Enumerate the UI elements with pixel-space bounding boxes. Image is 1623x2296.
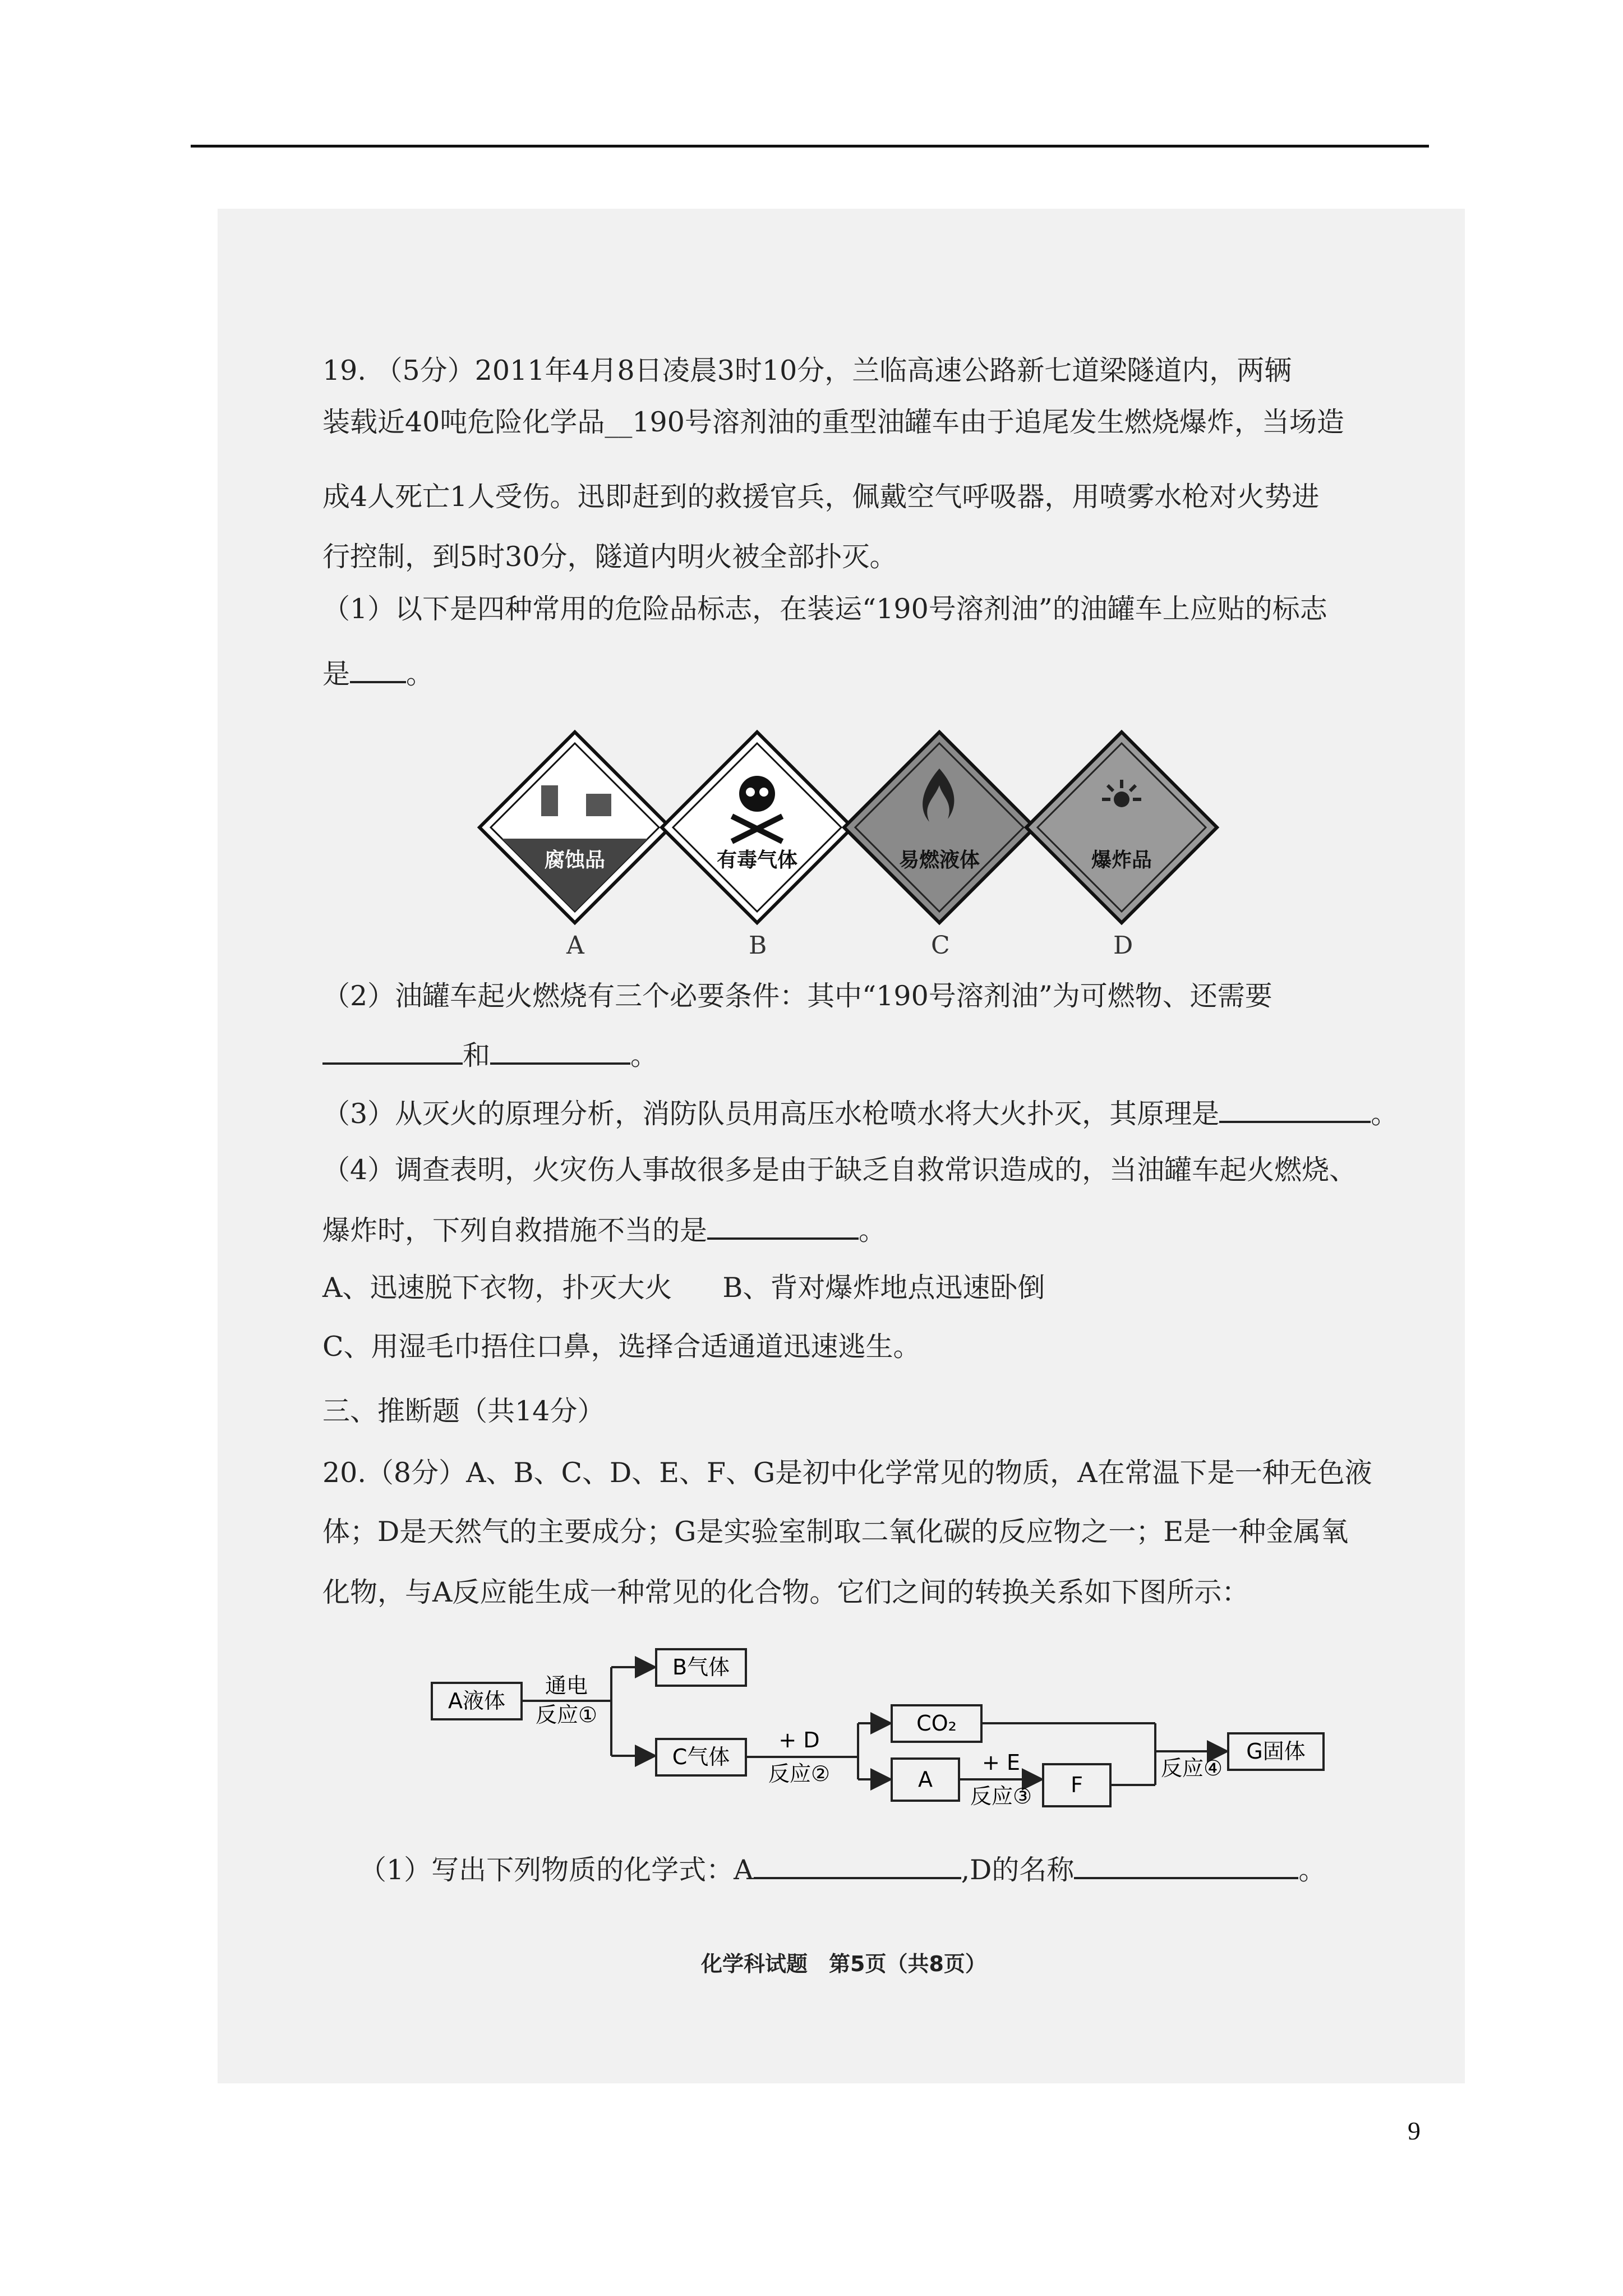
q19-sub4-end: 。 [859,1214,887,1246]
answer-blank-19-2b [490,1037,630,1065]
q19-sub1-line1: （1）以下是四种常用的危险品标志，在装运“190号溶剂油”的油罐车上应贴的标志 [322,593,1327,625]
q19-line4: 行控制，到5时30分，隧道内明火被全部扑灭。 [322,541,897,573]
answer-blank-19-3 [1219,1095,1371,1123]
answer-blank-19-4 [707,1212,859,1240]
q19-sub1-prefix: 是 [322,658,351,690]
q19-sub3-end: 。 [1371,1098,1399,1130]
sign-b-letter: B [749,931,767,960]
sign-b-label: 有毒气体 [716,849,798,872]
q19-sub3-text: （3）从灭火的原理分析，消防队员用高压水枪喷水将大火扑灭，其原理是 [322,1098,1220,1130]
q20-sub1-text: （1）写出下列物质的化学式：A [359,1854,754,1886]
option-a: A、迅速脱下衣物，扑灭大火 [322,1272,672,1304]
header-rule [191,145,1429,148]
label-reaction-2: 反应② [768,1761,831,1786]
sign-a-label: 腐蚀品 [544,849,606,872]
q20-line1: 20.（8分）A、B、C、D、E、F、G是初中化学常见的物质，A在常温下是一种无色液 [322,1457,1372,1489]
sign-c-flammable-liquid [844,732,1035,923]
sign-d-letter: D [1113,931,1133,960]
label-plus-e: + E [982,1750,1020,1775]
q19-line2: 装载近40吨危险化学品__190号溶剂油的重型油罐车由于追尾发生燃烧爆炸，当场造 [322,406,1344,438]
q20-sub1-d: ,D的名称 [961,1854,1075,1886]
q20-sub1 [359,1851,1326,1888]
corrosion-hand-icon [586,794,611,816]
label-plus-d: + D [778,1728,820,1752]
label-reaction-3: 反应③ [970,1784,1032,1809]
q19-sub4-line2 [322,1212,886,1248]
sign-d-label: 爆炸品 [1091,849,1152,872]
q20-sub1-end: 。 [1298,1854,1326,1886]
hazard-signs-svg [474,729,1220,965]
label-g-solid: G固体 [1246,1739,1306,1764]
sign-b-toxic-gas [662,732,852,923]
sign-c-label: 易燃液体 [898,849,980,872]
q19-sub2-and: 和 [463,1039,491,1071]
label-c-gas: C气体 [672,1745,730,1769]
sign-a-letter: A [566,931,584,960]
label-f: F [1071,1773,1083,1797]
sign-d-explosive [1026,732,1217,923]
section-3-title: 三、推断题（共14分） [322,1395,605,1427]
hazard-signs [474,729,1220,965]
q19-line1: 19. （5分）2011年4月8日凌晨3时10分，兰临高速公路新七道梁隧道内，两辆 [322,355,1292,386]
answer-blank-20-d [1074,1851,1298,1879]
option-c: C、用湿毛巾捂住口鼻，选择合适通道迅速逃生。 [322,1331,921,1363]
q19-line3: 成4人死亡1人受伤。迅即赶到的救援官兵，佩戴空气呼吸器，用喷雾水枪对火势进 [322,481,1320,513]
answer-blank-20-a [754,1851,961,1879]
q19-sub3 [322,1095,1398,1131]
q19-sub4-text: 爆炸时，下列自救措施不当的是 [322,1214,708,1246]
answer-blank-19-1 [350,655,406,683]
label-reaction-1: 反应① [535,1703,598,1727]
q19-sub4-line1: （4）调查表明，火灾伤人事故很多是由于缺乏自救常识造成的，当油罐车起火燃烧、 [322,1154,1357,1186]
label-electrolysis: 通电 [545,1673,588,1698]
page-number: 9 [1408,2116,1421,2145]
q19-sub1-end: 。 [406,658,434,690]
q19-sub1-line2 [322,655,434,692]
q20-line3: 化物，与A反应能生成一种常见的化合物。它们之间的转换关系如下图所示： [322,1576,1249,1608]
label-reaction-4: 反应④ [1160,1756,1223,1780]
option-b: B、背对爆炸地点迅速卧倒 [722,1272,1045,1304]
q20-line2: 体；D是天然气的主要成分；G是实验室制取二氧化碳的反应物之一；E是一种金属氧 [322,1516,1349,1548]
sign-a-corrosive [479,732,670,923]
label-a-liquid: A液体 [448,1688,505,1713]
label-a: A [918,1767,933,1792]
label-b-gas: B气体 [672,1655,730,1680]
q19-options-ab [322,1271,1045,1305]
reaction-diagram-svg [426,1644,1380,1840]
answer-blank-19-2a [322,1037,463,1065]
reaction-diagram [426,1644,1380,1840]
sign-c-letter: C [931,931,950,960]
label-co2: CO₂ [916,1711,957,1736]
q19-sub2-line2 [322,1037,658,1073]
q19-sub2-line1: （2）油罐车起火燃烧有三个必要条件：其中“190号溶剂油”为可燃物、还需要 [322,980,1272,1012]
q19-sub2-end: 。 [630,1039,658,1071]
corrosion-test-tube-icon [541,785,558,816]
exam-footer: 化学科试题 第5页（共8页） [701,1952,986,1976]
